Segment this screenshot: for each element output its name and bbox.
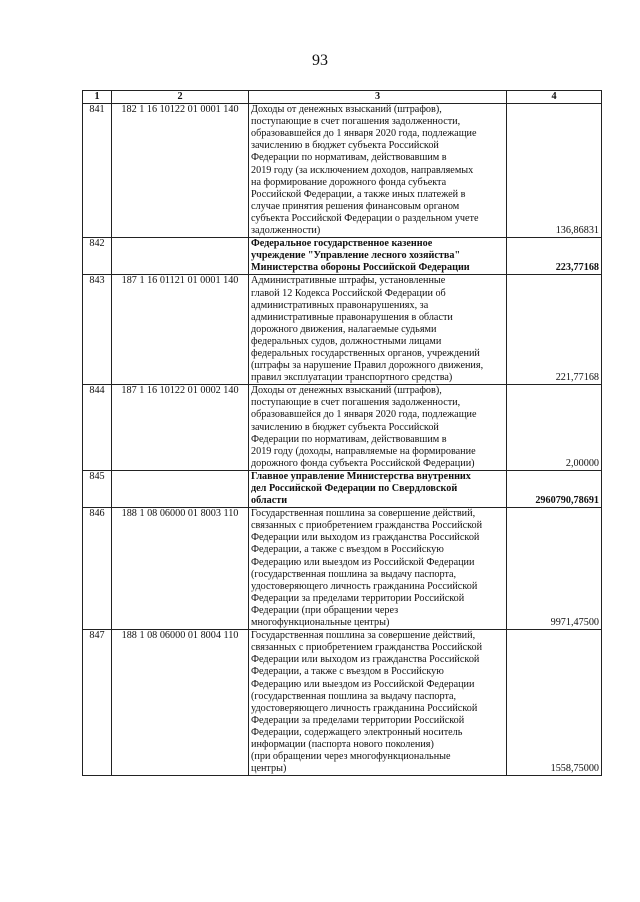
table-row [83,470,602,507]
description-line: (штрафы за нарушение Правил дорожного движения, [251,360,484,372]
description-line: зачислению в бюджет субъекта Российской [251,140,439,152]
description-line: связанных с приобретением гражданства Российской [251,520,483,532]
description-line: Федерации за пределами территории Российской [251,714,465,726]
column-header-2: 2 [112,91,249,104]
page-number: 93 [312,52,328,69]
table-row [83,104,602,238]
description-line: поступающие в счет погашения задолженности, [251,397,461,409]
description-line: информации (паспорта нового поколения) [251,738,434,750]
description-line: административных правонарушениях, за [251,299,429,311]
description-line: образовавшейся до 1 января 2020 года, подлежащие [251,409,477,421]
amount-value: 9971,47500 [507,508,602,630]
description-line: удостоверяющего личность гражданина Российской [251,702,478,714]
amount-value: 2960790,78691 [507,470,602,507]
description-line: Главное управление Министерства внутренних [251,470,471,482]
amount-value: 136,86831 [507,104,602,238]
description-line: связанных с приобретением гражданства Российской [251,642,483,654]
description-line: на формирование дорожного фонда субъекта [251,176,447,188]
budget-classification-code: 187 1 16 10122 01 0002 140 [112,385,249,471]
budget-classification-code [112,470,249,507]
description-line: федеральных государственных органов, учреждений [251,347,480,359]
revenue-table [82,90,602,776]
description-line: Государственная пошлина за совершение действий, [251,508,476,520]
description-line: учреждение "Управление лесного хозяйства" [251,250,461,262]
description-line: дорожного фонда субъекта Российской Федерации) [251,457,475,469]
row-number: 845 [83,470,112,507]
budget-classification-code: 187 1 16 01121 01 0001 140 [112,275,249,385]
description-line: дорожного движения, налагаемые судьями [251,323,437,335]
description-line: центры) [251,763,287,775]
description-line: Доходы от денежных взысканий (штрафов), [251,104,442,116]
description-line: Федерации или выходом из гражданства Российской [251,532,480,544]
description-line: правил эксплуатации транспортного средства) [251,372,453,384]
description-line: Федерации (при обращении через [251,604,399,616]
budget-classification-code: 182 1 16 10122 01 0001 140 [112,104,249,238]
description-line: Федерации по нормативам, действовавшим в [251,433,447,445]
description-line: главой 12 Кодекса Российской Федерации об [251,287,446,299]
description-line: удостоверяющего личность гражданина Российской [251,580,478,592]
table-row [83,238,602,275]
description-line: случае принятия решения финансовым органом [251,200,460,212]
description-line: (государственная пошлина за выдачу паспорта, [251,690,457,702]
description-line: Доходы от денежных взысканий (штрафов), [251,385,442,397]
row-number: 847 [83,630,112,776]
description-line: Федеральное государственное казенное [251,238,433,250]
description-line: Государственная пошлина за совершение действий, [251,630,476,642]
description-line: образовавшейся до 1 января 2020 года, подлежащие [251,128,477,140]
description-line: области [251,495,288,507]
description-line: Российской Федерации, а также иных платежей в [251,188,466,200]
description-line: (при обращении через многофункциональные [251,751,451,763]
description-line: административные правонарушения в области [251,311,453,323]
description-line: Федерации, содержащего электронный носитель [251,726,463,738]
budget-classification-code: 188 1 08 06000 01 8004 110 [112,630,249,776]
description-line: Федерации по нормативам, действовавшим в [251,152,447,164]
amount-value: 223,77168 [507,238,602,275]
table-row [83,275,602,385]
description-line: задолженности) [251,225,321,237]
description-line: 2019 году (за исключением доходов, направляемых [251,164,474,176]
row-number: 844 [83,385,112,471]
table-body [83,104,602,776]
row-number: 843 [83,275,112,385]
description-line: зачислению в бюджет субъекта Российской [251,421,439,433]
amount-value: 2,00000 [507,385,602,471]
description-line: Административные штрафы, установленные [251,275,446,287]
description-line: поступающие в счет погашения задолженности, [251,116,461,128]
description-line: Федерацию или выездом из Российской Федерации [251,556,475,568]
table-row [83,385,602,471]
description-line: Федерации или выходом из гражданства Российской [251,654,480,666]
table-row [83,630,602,776]
amount-value: 1558,75000 [507,630,602,776]
description-line: Федерацию или выездом из Российской Федерации [251,678,475,690]
budget-classification-code: 188 1 08 06000 01 8003 110 [112,508,249,630]
revenue-description [249,104,507,238]
column-header-1: 1 [83,91,112,104]
table-header-row [83,91,602,104]
column-header-4: 4 [507,91,602,104]
description-line: Федерации, а также с въездом в Российскую [251,666,444,678]
revenue-description [249,470,507,507]
description-line: (государственная пошлина за выдачу паспорта, [251,568,457,580]
description-line: многофункциональные центры) [251,617,390,629]
description-line: Федерации за пределами территории Российской [251,592,465,604]
description-line: Министерства обороны Российской Федерации [251,262,470,274]
row-number: 846 [83,508,112,630]
description-line: дел Российской Федерации по Свердловской [251,483,458,494]
description-line: федеральных судов, должностными лицами [251,335,442,347]
description-line: субъекта Российской Федерации о раздельном учете [251,212,479,224]
revenue-description [249,385,507,471]
amount-value: 221,77168 [507,275,602,385]
revenue-description [249,275,507,385]
budget-classification-code [112,238,249,275]
revenue-description [249,630,507,776]
description-line: 2019 году (доходы, направляемые на формирование [251,445,476,457]
column-header-3: 3 [249,91,507,104]
revenue-description [249,238,507,275]
row-number: 842 [83,238,112,275]
row-number: 841 [83,104,112,238]
description-line: Федерации, а также с въездом в Российскую [251,544,444,556]
table-row [83,508,602,630]
revenue-description [249,508,507,630]
